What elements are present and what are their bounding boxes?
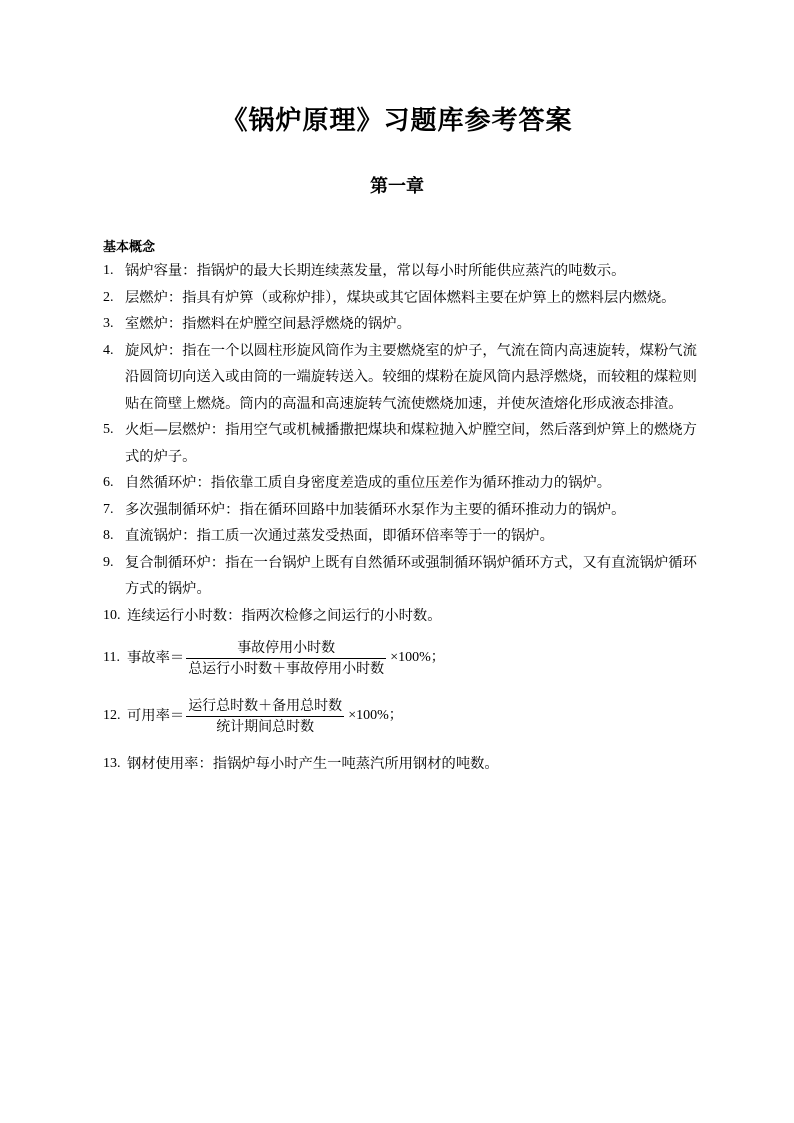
list-item [103, 523, 703, 550]
item-text: 层燃炉：指具有炉箅（或称炉排），煤块或其它固体燃料主要在炉箅上的燃料层内燃烧。 [125, 289, 676, 306]
item-number: 2. [103, 289, 114, 305]
list-item [103, 338, 703, 418]
formula-item-availability-rate [103, 687, 703, 745]
list-item [103, 550, 703, 603]
fraction-numerator: 事故停用小时数 [237, 639, 336, 656]
item-number: 4. [103, 342, 114, 358]
fraction-numerator: 运行总时数＋备用总时数 [188, 697, 343, 714]
list-item [103, 751, 703, 778]
item-text: 自然循环炉：指依靠工质自身密度差造成的重位压差作为循环推动力的锅炉。 [125, 475, 612, 491]
item-number: 6. [103, 475, 114, 490]
section-heading: 基本概念 [103, 240, 156, 255]
list-item [103, 285, 703, 312]
fraction-denominator: 总运行小时数＋事故停用小时数 [188, 660, 385, 677]
list-item [103, 417, 703, 470]
formula-label: 事故率＝ [127, 649, 185, 666]
item-number: 7. [103, 501, 114, 517]
item-number: 3. [103, 316, 114, 331]
item-text: 火炬—层燃炉：指用空气或机械播撒把煤块和煤粒抛入炉膛空间，然后落到炉箅上的燃烧方式的炉子。 [125, 422, 697, 465]
list-item [103, 603, 703, 630]
definition-list [103, 258, 703, 778]
list-item [103, 311, 703, 338]
formula-item-accident-rate [103, 629, 703, 687]
item-text: 多次强制循环炉：指在循环回路中加装循环水泵作为主要的循环推动力的锅炉。 [125, 501, 626, 518]
item-number: 11. [103, 650, 120, 665]
chapter-title: 第一章 [370, 176, 424, 197]
formula-multiplier: ×100%； [390, 649, 445, 665]
list-item [103, 497, 703, 524]
item-text: 复合制循环炉：指在一台锅炉上既有自然循环或强制循环锅炉循环方式，又有直流锅炉循环方式的锅炉。 [125, 554, 697, 597]
fraction [186, 638, 386, 679]
item-number: 8. [103, 528, 114, 543]
item-number: 12. [103, 708, 121, 723]
item-number: 5. [103, 422, 114, 437]
fraction-denominator: 统计期间总时数 [216, 718, 315, 735]
item-text: 连续运行小时数：指两次检修之间运行的小时数。 [127, 607, 442, 624]
page-title: 《锅炉原理》习题库参考答案 [221, 106, 573, 136]
item-text: 钢材使用率：指锅炉每小时产生一吨蒸汽所用钢材的吨数。 [127, 756, 499, 772]
fraction [186, 696, 344, 737]
item-number: 1. [103, 263, 114, 278]
item-number: 9. [103, 554, 114, 570]
formula-multiplier: ×100%； [348, 707, 403, 723]
item-text: 直流锅炉：指工质一次通过蒸发受热面，即循环倍率等于一的锅炉。 [125, 528, 554, 544]
item-number: 10. [103, 607, 121, 623]
item-text: 旋风炉：指在一个以圆柱形旋风筒作为主要燃烧室的炉子，气流在筒内高速旋转，煤粉气流沿圆筒切向送入或由筒的一端旋转送入。较细的煤粉在旋风筒内悬浮燃烧，而较粗的煤粒则贴在筒壁上燃烧。筒内的高温和高速旋转气流使燃烧加速，并使灰渣熔化形成液态排渣。 [125, 342, 697, 412]
item-number: 13. [103, 756, 121, 771]
list-item [103, 470, 703, 497]
item-text: 锅炉容量：指锅炉的最大长期连续蒸发量，常以每小时所能供应蒸汽的吨数示。 [125, 263, 626, 279]
item-text: 室燃炉：指燃料在炉膛空间悬浮燃烧的锅炉。 [125, 316, 411, 332]
formula-label: 可用率＝ [127, 707, 185, 724]
list-item [103, 258, 703, 285]
